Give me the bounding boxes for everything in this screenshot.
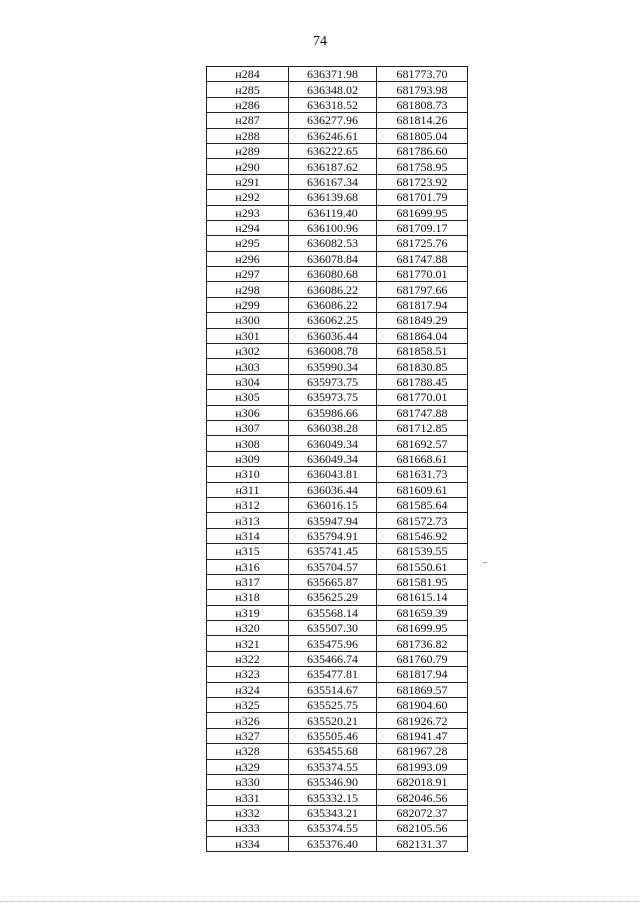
point-name-cell: н329: [207, 759, 289, 774]
x-coordinate-cell: 636348.02: [289, 82, 377, 97]
point-name-cell: н331: [207, 790, 289, 805]
table-row: [207, 344, 468, 359]
point-name-cell: н289: [207, 143, 289, 158]
x-coordinate-cell: 636049.34: [289, 436, 377, 451]
y-coordinate-cell: 682072.37: [377, 805, 468, 820]
y-coordinate-cell: 681546.92: [377, 528, 468, 543]
y-coordinate-cell: 682131.37: [377, 836, 468, 851]
y-coordinate-cell: 681788.45: [377, 374, 468, 389]
x-coordinate-cell: 636008.78: [289, 344, 377, 359]
x-coordinate-cell: 636049.34: [289, 451, 377, 466]
table-row: [207, 467, 468, 482]
x-coordinate-cell: 635507.30: [289, 621, 377, 636]
x-coordinate-cell: 635973.75: [289, 374, 377, 389]
x-coordinate-cell: 636038.28: [289, 420, 377, 435]
y-coordinate-cell: 681904.60: [377, 698, 468, 713]
point-name-cell: н333: [207, 821, 289, 836]
point-name-cell: н330: [207, 774, 289, 789]
point-name-cell: н293: [207, 205, 289, 220]
table-row: [207, 374, 468, 389]
y-coordinate-cell: 681581.95: [377, 574, 468, 589]
x-coordinate-cell: 635346.90: [289, 774, 377, 789]
point-name-cell: н284: [207, 67, 289, 82]
table-row: [207, 774, 468, 789]
x-coordinate-cell: 636080.68: [289, 267, 377, 282]
point-name-cell: н307: [207, 420, 289, 435]
table-row: [207, 805, 468, 820]
point-name-cell: н287: [207, 113, 289, 128]
x-coordinate-cell: 636086.22: [289, 282, 377, 297]
y-coordinate-cell: 681849.29: [377, 313, 468, 328]
y-coordinate-cell: 681773.70: [377, 67, 468, 82]
point-name-cell: н334: [207, 836, 289, 851]
table-row: [207, 698, 468, 713]
y-coordinate-cell: 682105.56: [377, 821, 468, 836]
table-row: [207, 513, 468, 528]
margin-mark: [483, 562, 487, 563]
y-coordinate-cell: 681668.61: [377, 451, 468, 466]
y-coordinate-cell: 681572.73: [377, 513, 468, 528]
point-name-cell: н286: [207, 97, 289, 112]
y-coordinate-cell: 681631.73: [377, 467, 468, 482]
table-row: [207, 405, 468, 420]
point-name-cell: н297: [207, 267, 289, 282]
point-name-cell: н302: [207, 344, 289, 359]
point-name-cell: н311: [207, 482, 289, 497]
y-coordinate-cell: 681701.79: [377, 190, 468, 205]
table-row: [207, 621, 468, 636]
point-name-cell: н321: [207, 636, 289, 651]
x-coordinate-cell: 636078.84: [289, 251, 377, 266]
y-coordinate-cell: 681808.73: [377, 97, 468, 112]
point-name-cell: н327: [207, 728, 289, 743]
y-coordinate-cell: 681692.57: [377, 436, 468, 451]
x-coordinate-cell: 635455.68: [289, 744, 377, 759]
y-coordinate-cell: 681723.92: [377, 174, 468, 189]
x-coordinate-cell: 635947.94: [289, 513, 377, 528]
x-coordinate-cell: 635466.74: [289, 651, 377, 666]
x-coordinate-cell: 635568.14: [289, 605, 377, 620]
point-name-cell: н314: [207, 528, 289, 543]
point-name-cell: н317: [207, 574, 289, 589]
point-name-cell: н301: [207, 328, 289, 343]
point-name-cell: н299: [207, 297, 289, 312]
x-coordinate-cell: 635376.40: [289, 836, 377, 851]
table-row: [207, 497, 468, 512]
table-row: [207, 143, 468, 158]
x-coordinate-cell: 635990.34: [289, 359, 377, 374]
point-name-cell: н306: [207, 405, 289, 420]
point-name-cell: н310: [207, 467, 289, 482]
table-row: [207, 482, 468, 497]
point-name-cell: н294: [207, 220, 289, 235]
table-row: [207, 297, 468, 312]
x-coordinate-cell: 635625.29: [289, 590, 377, 605]
x-coordinate-cell: 636222.65: [289, 143, 377, 158]
y-coordinate-cell: 681760.79: [377, 651, 468, 666]
point-name-cell: н295: [207, 236, 289, 251]
x-coordinate-cell: 636016.15: [289, 497, 377, 512]
point-name-cell: н318: [207, 590, 289, 605]
point-name-cell: н323: [207, 667, 289, 682]
x-coordinate-cell: 636082.53: [289, 236, 377, 251]
y-coordinate-cell: 681747.88: [377, 251, 468, 266]
point-name-cell: н313: [207, 513, 289, 528]
y-coordinate-cell: 681712.85: [377, 420, 468, 435]
y-coordinate-cell: 681941.47: [377, 728, 468, 743]
y-coordinate-cell: 681814.26: [377, 113, 468, 128]
table-row: [207, 159, 468, 174]
point-name-cell: н332: [207, 805, 289, 820]
x-coordinate-cell: 635704.57: [289, 559, 377, 574]
x-coordinate-cell: 636086.22: [289, 297, 377, 312]
table-row: [207, 528, 468, 543]
point-name-cell: н291: [207, 174, 289, 189]
y-coordinate-cell: 681830.85: [377, 359, 468, 374]
table-row: [207, 190, 468, 205]
table-row: [207, 744, 468, 759]
x-coordinate-cell: 636246.61: [289, 128, 377, 143]
point-name-cell: н290: [207, 159, 289, 174]
x-coordinate-cell: 635475.96: [289, 636, 377, 651]
x-coordinate-cell: 635343.21: [289, 805, 377, 820]
y-coordinate-cell: 681539.55: [377, 544, 468, 559]
table-row: [207, 97, 468, 112]
y-coordinate-cell: 681659.39: [377, 605, 468, 620]
table-row: [207, 667, 468, 682]
x-coordinate-cell: 636139.68: [289, 190, 377, 205]
y-coordinate-cell: 681770.01: [377, 390, 468, 405]
table-row: [207, 451, 468, 466]
table-row: [207, 128, 468, 143]
x-coordinate-cell: 635514.67: [289, 682, 377, 697]
y-coordinate-cell: 681709.17: [377, 220, 468, 235]
y-coordinate-cell: 681817.94: [377, 297, 468, 312]
point-name-cell: н326: [207, 713, 289, 728]
table-row: [207, 605, 468, 620]
y-coordinate-cell: 681736.82: [377, 636, 468, 651]
point-name-cell: н285: [207, 82, 289, 97]
point-name-cell: н315: [207, 544, 289, 559]
table-row: [207, 220, 468, 235]
y-coordinate-cell: 681770.01: [377, 267, 468, 282]
table-row: [207, 359, 468, 374]
point-name-cell: н304: [207, 374, 289, 389]
coordinates-table: [206, 66, 468, 852]
point-name-cell: н296: [207, 251, 289, 266]
table-row: [207, 590, 468, 605]
y-coordinate-cell: 681869.57: [377, 682, 468, 697]
x-coordinate-cell: 635986.66: [289, 405, 377, 420]
table-row: [207, 790, 468, 805]
x-coordinate-cell: 635374.55: [289, 821, 377, 836]
y-coordinate-cell: 681747.88: [377, 405, 468, 420]
point-name-cell: н305: [207, 390, 289, 405]
x-coordinate-cell: 636119.40: [289, 205, 377, 220]
table-row: [207, 574, 468, 589]
table-row: [207, 82, 468, 97]
point-name-cell: н309: [207, 451, 289, 466]
y-coordinate-cell: 681805.04: [377, 128, 468, 143]
table-row: [207, 420, 468, 435]
x-coordinate-cell: 635525.75: [289, 698, 377, 713]
x-coordinate-cell: 636043.81: [289, 467, 377, 482]
y-coordinate-cell: 681758.95: [377, 159, 468, 174]
table-row: [207, 651, 468, 666]
y-coordinate-cell: 681699.95: [377, 621, 468, 636]
y-coordinate-cell: 681967.28: [377, 744, 468, 759]
y-coordinate-cell: 682018.91: [377, 774, 468, 789]
x-coordinate-cell: 635520.21: [289, 713, 377, 728]
x-coordinate-cell: 636277.96: [289, 113, 377, 128]
y-coordinate-cell: 681926.72: [377, 713, 468, 728]
table-row: [207, 728, 468, 743]
point-name-cell: н292: [207, 190, 289, 205]
x-coordinate-cell: 636036.44: [289, 482, 377, 497]
coordinates-table-body: [207, 67, 468, 852]
x-coordinate-cell: 635665.87: [289, 574, 377, 589]
table-row: [207, 821, 468, 836]
x-coordinate-cell: 636187.62: [289, 159, 377, 174]
page-number: 74: [313, 34, 327, 49]
table-row: [207, 313, 468, 328]
point-name-cell: н320: [207, 621, 289, 636]
y-coordinate-cell: 681725.76: [377, 236, 468, 251]
x-coordinate-cell: 636100.96: [289, 220, 377, 235]
y-coordinate-cell: 681615.14: [377, 590, 468, 605]
x-coordinate-cell: 636371.98: [289, 67, 377, 82]
table-row: [207, 390, 468, 405]
x-coordinate-cell: 636167.34: [289, 174, 377, 189]
table-row: [207, 759, 468, 774]
point-name-cell: н303: [207, 359, 289, 374]
table-row: [207, 205, 468, 220]
x-coordinate-cell: 635794.91: [289, 528, 377, 543]
x-coordinate-cell: 635741.45: [289, 544, 377, 559]
table-row: [207, 267, 468, 282]
table-row: [207, 682, 468, 697]
x-coordinate-cell: 636036.44: [289, 328, 377, 343]
x-coordinate-cell: 635505.46: [289, 728, 377, 743]
x-coordinate-cell: 635374.55: [289, 759, 377, 774]
table-row: [207, 113, 468, 128]
y-coordinate-cell: 681609.61: [377, 482, 468, 497]
page-bottom-rule: [0, 901, 640, 902]
table-row: [207, 713, 468, 728]
x-coordinate-cell: 636062.25: [289, 313, 377, 328]
table-row: [207, 559, 468, 574]
point-name-cell: н288: [207, 128, 289, 143]
y-coordinate-cell: 681858.51: [377, 344, 468, 359]
x-coordinate-cell: 635332.15: [289, 790, 377, 805]
point-name-cell: н319: [207, 605, 289, 620]
point-name-cell: н322: [207, 651, 289, 666]
y-coordinate-cell: 682046.56: [377, 790, 468, 805]
table-row: [207, 836, 468, 851]
y-coordinate-cell: 681993.09: [377, 759, 468, 774]
table-row: [207, 251, 468, 266]
point-name-cell: н298: [207, 282, 289, 297]
x-coordinate-cell: 635477.81: [289, 667, 377, 682]
point-name-cell: н324: [207, 682, 289, 697]
y-coordinate-cell: 681797.66: [377, 282, 468, 297]
table-row: [207, 636, 468, 651]
table-row: [207, 236, 468, 251]
point-name-cell: н308: [207, 436, 289, 451]
table-row: [207, 328, 468, 343]
table-row: [207, 544, 468, 559]
point-name-cell: н325: [207, 698, 289, 713]
y-coordinate-cell: 681550.61: [377, 559, 468, 574]
y-coordinate-cell: 681817.94: [377, 667, 468, 682]
table-row: [207, 67, 468, 82]
x-coordinate-cell: 636318.52: [289, 97, 377, 112]
table-row: [207, 174, 468, 189]
table-row: [207, 282, 468, 297]
point-name-cell: н312: [207, 497, 289, 512]
y-coordinate-cell: 681699.95: [377, 205, 468, 220]
y-coordinate-cell: 681786.60: [377, 143, 468, 158]
point-name-cell: н328: [207, 744, 289, 759]
y-coordinate-cell: 681793.98: [377, 82, 468, 97]
y-coordinate-cell: 681585.64: [377, 497, 468, 512]
point-name-cell: н316: [207, 559, 289, 574]
point-name-cell: н300: [207, 313, 289, 328]
x-coordinate-cell: 635973.75: [289, 390, 377, 405]
y-coordinate-cell: 681864.04: [377, 328, 468, 343]
table-row: [207, 436, 468, 451]
